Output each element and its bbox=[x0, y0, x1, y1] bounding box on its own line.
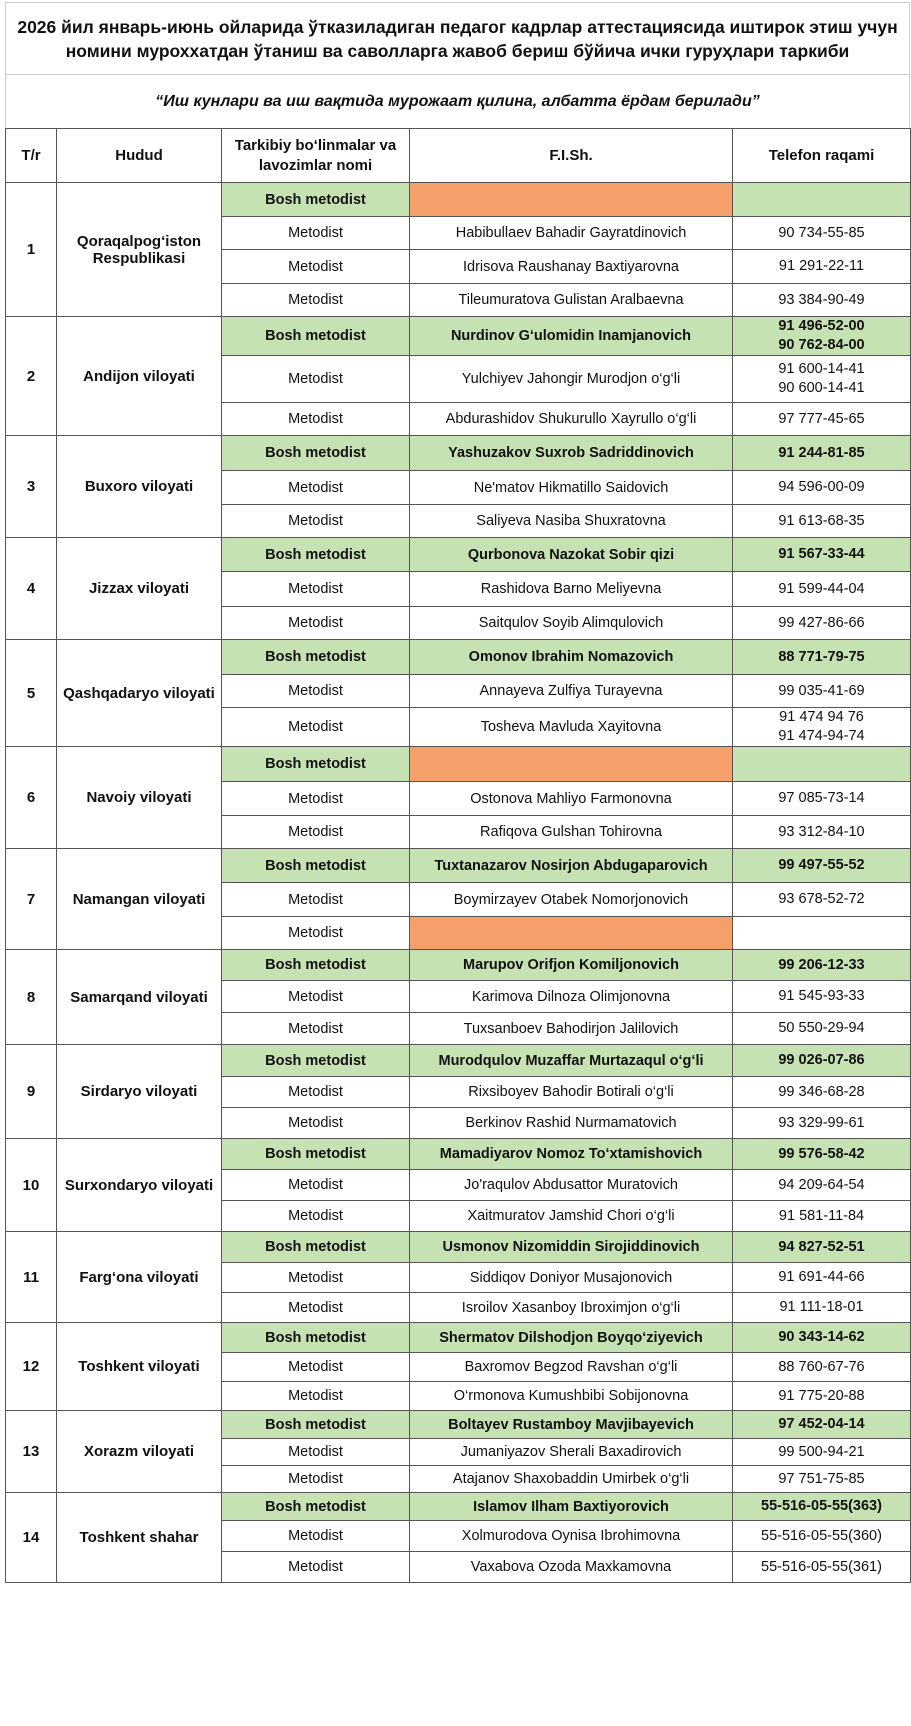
phone-number: 97 085-73-14 bbox=[733, 782, 911, 816]
row-number: 1 bbox=[6, 183, 57, 317]
person-name: Rafiqova Gulshan Tohirovna bbox=[410, 816, 733, 849]
region-name: Toshkent shahar bbox=[57, 1493, 222, 1583]
motto: “Иш кунлари ва иш вақтида мурожаат қилина, албатта ёрдам берилади” bbox=[5, 74, 910, 128]
phone-number: 55-516-05-55(360) bbox=[733, 1521, 911, 1552]
person-name: Nurdinov G‘ulomidin Inamjanovich bbox=[410, 317, 733, 356]
phone-number: 94 596-00-09 bbox=[733, 471, 911, 505]
person-name: Idrisova Raushanay Baxtiyarovna bbox=[410, 250, 733, 284]
table-row bbox=[6, 849, 911, 883]
phone-number: 94 209-64-54 bbox=[733, 1170, 911, 1201]
phone-number: 94 827-52-51 bbox=[733, 1232, 911, 1263]
position-title: Metodist bbox=[222, 1521, 410, 1552]
person-name: Berkinov Rashid Nurmamatovich bbox=[410, 1108, 733, 1139]
row-number: 8 bbox=[6, 950, 57, 1045]
position-title: Bosh metodist bbox=[222, 1493, 410, 1521]
person-name: Habibullaev Bahadir Gayratdinovich bbox=[410, 217, 733, 250]
region-name: Andijon viloyati bbox=[57, 317, 222, 436]
phone-number: 55-516-05-55(363) bbox=[733, 1493, 911, 1521]
phone-number: 91 581-11-84 bbox=[733, 1201, 911, 1232]
person-name: Shermatov Dilshodjon Boyqo‘ziyevich bbox=[410, 1323, 733, 1353]
phone-number: 91 111-18-01 bbox=[733, 1293, 911, 1323]
person-name: Rixsiboyev Bahodir Botirali o‘g‘li bbox=[410, 1077, 733, 1108]
position-title: Bosh metodist bbox=[222, 436, 410, 471]
phone-number: 91 613-68-35 bbox=[733, 505, 911, 538]
table-row bbox=[6, 183, 911, 217]
position-title: Bosh metodist bbox=[222, 1323, 410, 1353]
row-number: 9 bbox=[6, 1045, 57, 1139]
table-header-row bbox=[6, 129, 911, 183]
phone-number: 97 751-75-85 bbox=[733, 1466, 911, 1493]
person-name: Tuxtanazarov Nosirjon Abdugaparovich bbox=[410, 849, 733, 883]
position-title: Metodist bbox=[222, 675, 410, 708]
position-title: Bosh metodist bbox=[222, 640, 410, 675]
phone-number: 99 497-55-52 bbox=[733, 849, 911, 883]
header-phone: Telefon raqami bbox=[733, 129, 911, 183]
phone-number: 91 545-93-33 bbox=[733, 981, 911, 1013]
phone-number: 91 244-81-85 bbox=[733, 436, 911, 471]
table-row bbox=[6, 1323, 911, 1353]
vacant-name-cell bbox=[410, 917, 733, 950]
region-name: Xorazm viloyati bbox=[57, 1411, 222, 1493]
table-row bbox=[6, 317, 911, 356]
vacant-name-cell bbox=[410, 183, 733, 217]
position-title: Metodist bbox=[222, 1439, 410, 1466]
position-title: Metodist bbox=[222, 572, 410, 607]
person-name: Vaxabova Ozoda Maxkamovna bbox=[410, 1552, 733, 1583]
phone-number: 91 474 94 76 91 474-94-74 bbox=[733, 708, 911, 747]
position-title: Metodist bbox=[222, 1077, 410, 1108]
document-sheet bbox=[5, 2, 910, 1583]
row-number: 14 bbox=[6, 1493, 57, 1583]
person-name: Boymirzayev Otabek Nomorjonovich bbox=[410, 883, 733, 917]
row-number: 2 bbox=[6, 317, 57, 436]
person-name: Isroilov Xasanboy Ibroximjon o‘g‘li bbox=[410, 1293, 733, 1323]
person-name: Murodqulov Muzaffar Murtazaqul o‘g‘li bbox=[410, 1045, 733, 1077]
vacant-name-cell bbox=[410, 747, 733, 782]
region-name: Buxoro viloyati bbox=[57, 436, 222, 538]
position-title: Metodist bbox=[222, 816, 410, 849]
position-title: Metodist bbox=[222, 1382, 410, 1411]
person-name: Boltayev Rustamboy Mavjibayevich bbox=[410, 1411, 733, 1439]
person-name: Jumaniyazov Sherali Baxadirovich bbox=[410, 1439, 733, 1466]
phone-number: 55-516-05-55(361) bbox=[733, 1552, 911, 1583]
title-line-1: 2026 йил январь-июнь ойларида ўтказиладиган педагог кадрлар аттестациясида иштирок этиш учун bbox=[17, 16, 898, 37]
table-row bbox=[6, 640, 911, 675]
phone-number: 99 206-12-33 bbox=[733, 950, 911, 981]
phone-number: 99 427-86-66 bbox=[733, 607, 911, 640]
row-number: 13 bbox=[6, 1411, 57, 1493]
person-name: Abdurashidov Shukurullo Xayrullo o‘g‘li bbox=[410, 403, 733, 436]
position-title: Metodist bbox=[222, 217, 410, 250]
person-name: Xolmurodova Oynisa Ibrohimovna bbox=[410, 1521, 733, 1552]
person-name: Mamadiyarov Nomoz To‘xtamishovich bbox=[410, 1139, 733, 1170]
person-name: Usmonov Nizomiddin Sirojiddinovich bbox=[410, 1232, 733, 1263]
phone-number: 99 346-68-28 bbox=[733, 1077, 911, 1108]
phone-number: 99 576-58-42 bbox=[733, 1139, 911, 1170]
phone-number: 91 691-44-66 bbox=[733, 1263, 911, 1293]
row-number: 10 bbox=[6, 1139, 57, 1232]
table-row bbox=[6, 436, 911, 471]
person-name: Tosheva Mavluda Xayitovna bbox=[410, 708, 733, 747]
row-number: 6 bbox=[6, 747, 57, 849]
person-name: Tileumuratova Gulistan Aralbaevna bbox=[410, 284, 733, 317]
phone-number: 91 567-33-44 bbox=[733, 538, 911, 572]
person-name: Ne'matov Hikmatillo Saidovich bbox=[410, 471, 733, 505]
position-title: Bosh metodist bbox=[222, 1045, 410, 1077]
position-title: Metodist bbox=[222, 1552, 410, 1583]
table-row bbox=[6, 538, 911, 572]
phone-number: 91 600-14-41 90 600-14-41 bbox=[733, 356, 911, 403]
phone-number: 91 291-22-11 bbox=[733, 250, 911, 284]
position-title: Metodist bbox=[222, 1201, 410, 1232]
phone-number bbox=[733, 183, 911, 217]
position-title: Metodist bbox=[222, 782, 410, 816]
row-number: 7 bbox=[6, 849, 57, 950]
position-title: Metodist bbox=[222, 607, 410, 640]
position-title: Metodist bbox=[222, 981, 410, 1013]
person-name: O‘rmonova Kumushbibi Sobijonovna bbox=[410, 1382, 733, 1411]
region-name: Surxondaryo viloyati bbox=[57, 1139, 222, 1232]
region-name: Farg‘ona viloyati bbox=[57, 1232, 222, 1323]
position-title: Bosh metodist bbox=[222, 1232, 410, 1263]
phone-number: 99 035-41-69 bbox=[733, 675, 911, 708]
title-line-2: номини муроххатдан ўтаниш ва саволларга жавоб бериш бўйича ички гуруҳлари таркиби bbox=[65, 40, 850, 61]
phone-number: 93 678-52-72 bbox=[733, 883, 911, 917]
staff-table bbox=[5, 128, 911, 1583]
header-num: T/r bbox=[6, 129, 57, 183]
row-number: 5 bbox=[6, 640, 57, 747]
position-title: Metodist bbox=[222, 1170, 410, 1201]
row-number: 11 bbox=[6, 1232, 57, 1323]
phone-number: 90 734-55-85 bbox=[733, 217, 911, 250]
phone-number bbox=[733, 917, 911, 950]
person-name: Tuxsanboev Bahodirjon Jalilovich bbox=[410, 1013, 733, 1045]
person-name: Annayeva Zulfiya Turayevna bbox=[410, 675, 733, 708]
position-title: Bosh metodist bbox=[222, 1139, 410, 1170]
position-title: Metodist bbox=[222, 708, 410, 747]
position-title: Metodist bbox=[222, 1353, 410, 1382]
phone-number: 91 599-44-04 bbox=[733, 572, 911, 607]
person-name: Baxromov Begzod Ravshan o‘g‘li bbox=[410, 1353, 733, 1382]
region-name: Jizzax viloyati bbox=[57, 538, 222, 640]
header-name: F.I.Sh. bbox=[410, 129, 733, 183]
phone-number: 99 026-07-86 bbox=[733, 1045, 911, 1077]
row-number: 12 bbox=[6, 1323, 57, 1411]
row-number: 3 bbox=[6, 436, 57, 538]
position-title: Metodist bbox=[222, 917, 410, 950]
phone-number: 88 771-79-75 bbox=[733, 640, 911, 675]
position-title: Metodist bbox=[222, 356, 410, 403]
person-name: Yulchiyev Jahongir Murodjon o‘g‘li bbox=[410, 356, 733, 403]
position-title: Metodist bbox=[222, 403, 410, 436]
position-title: Metodist bbox=[222, 250, 410, 284]
table-body bbox=[6, 183, 911, 1583]
position-title: Metodist bbox=[222, 1466, 410, 1493]
person-name: Qurbonova Nazokat Sobir qizi bbox=[410, 538, 733, 572]
position-title: Bosh metodist bbox=[222, 849, 410, 883]
table-row bbox=[6, 747, 911, 782]
position-title: Bosh metodist bbox=[222, 747, 410, 782]
phone-number: 93 384-90-49 bbox=[733, 284, 911, 317]
position-title: Metodist bbox=[222, 1013, 410, 1045]
position-title: Bosh metodist bbox=[222, 538, 410, 572]
table-row bbox=[6, 1232, 911, 1263]
document-title bbox=[5, 2, 910, 74]
header-role: Tarkibiy bo‘linmalar va lavozimlar nomi bbox=[222, 129, 410, 183]
region-name: Namangan viloyati bbox=[57, 849, 222, 950]
table-row bbox=[6, 1139, 911, 1170]
table-row bbox=[6, 950, 911, 981]
position-title: Metodist bbox=[222, 505, 410, 538]
person-name: Xaitmuratov Jamshid Chori o‘g‘li bbox=[410, 1201, 733, 1232]
phone-number: 50 550-29-94 bbox=[733, 1013, 911, 1045]
position-title: Bosh metodist bbox=[222, 183, 410, 217]
row-number: 4 bbox=[6, 538, 57, 640]
phone-number: 97 452-04-14 bbox=[733, 1411, 911, 1439]
person-name: Siddiqov Doniyor Musajonovich bbox=[410, 1263, 733, 1293]
person-name: Omonov Ibrahim Nomazovich bbox=[410, 640, 733, 675]
position-title: Metodist bbox=[222, 284, 410, 317]
phone-number: 93 329-99-61 bbox=[733, 1108, 911, 1139]
position-title: Metodist bbox=[222, 1263, 410, 1293]
person-name: Atajanov Shaxobaddin Umirbek o‘g‘li bbox=[410, 1466, 733, 1493]
phone-number: 93 312-84-10 bbox=[733, 816, 911, 849]
person-name: Rashidova Barno Meliyevna bbox=[410, 572, 733, 607]
position-title: Metodist bbox=[222, 883, 410, 917]
person-name: Saliyeva Nasiba Shuxratovna bbox=[410, 505, 733, 538]
person-name: Jo'raqulov Abdusattor Muratovich bbox=[410, 1170, 733, 1201]
phone-number: 91 775-20-88 bbox=[733, 1382, 911, 1411]
position-title: Metodist bbox=[222, 1108, 410, 1139]
table-row bbox=[6, 1411, 911, 1439]
region-name: Toshkent viloyati bbox=[57, 1323, 222, 1411]
table-row bbox=[6, 1493, 911, 1521]
phone-number: 97 777-45-65 bbox=[733, 403, 911, 436]
phone-number: 90 343-14-62 bbox=[733, 1323, 911, 1353]
phone-number: 91 496-52-00 90 762-84-00 bbox=[733, 317, 911, 356]
position-title: Bosh metodist bbox=[222, 1411, 410, 1439]
person-name: Yashuzakov Suxrob Sadriddinovich bbox=[410, 436, 733, 471]
position-title: Metodist bbox=[222, 471, 410, 505]
header-region: Hudud bbox=[57, 129, 222, 183]
phone-number: 88 760-67-76 bbox=[733, 1353, 911, 1382]
position-title: Bosh metodist bbox=[222, 950, 410, 981]
region-name: Samarqand viloyati bbox=[57, 950, 222, 1045]
region-name: Qoraqalpog‘iston Respublikasi bbox=[57, 183, 222, 317]
region-name: Sirdaryo viloyati bbox=[57, 1045, 222, 1139]
position-title: Metodist bbox=[222, 1293, 410, 1323]
person-name: Marupov Orifjon Komiljonovich bbox=[410, 950, 733, 981]
phone-number bbox=[733, 747, 911, 782]
table-row bbox=[6, 1045, 911, 1077]
person-name: Karimova Dilnoza Olimjonovna bbox=[410, 981, 733, 1013]
phone-number: 99 500-94-21 bbox=[733, 1439, 911, 1466]
person-name: Islamov Ilham Baxtiyorovich bbox=[410, 1493, 733, 1521]
position-title: Bosh metodist bbox=[222, 317, 410, 356]
region-name: Navoiy viloyati bbox=[57, 747, 222, 849]
region-name: Qashqadaryo viloyati bbox=[57, 640, 222, 747]
person-name: Ostonova Mahliyo Farmonovna bbox=[410, 782, 733, 816]
person-name: Saitqulov Soyib Alimqulovich bbox=[410, 607, 733, 640]
